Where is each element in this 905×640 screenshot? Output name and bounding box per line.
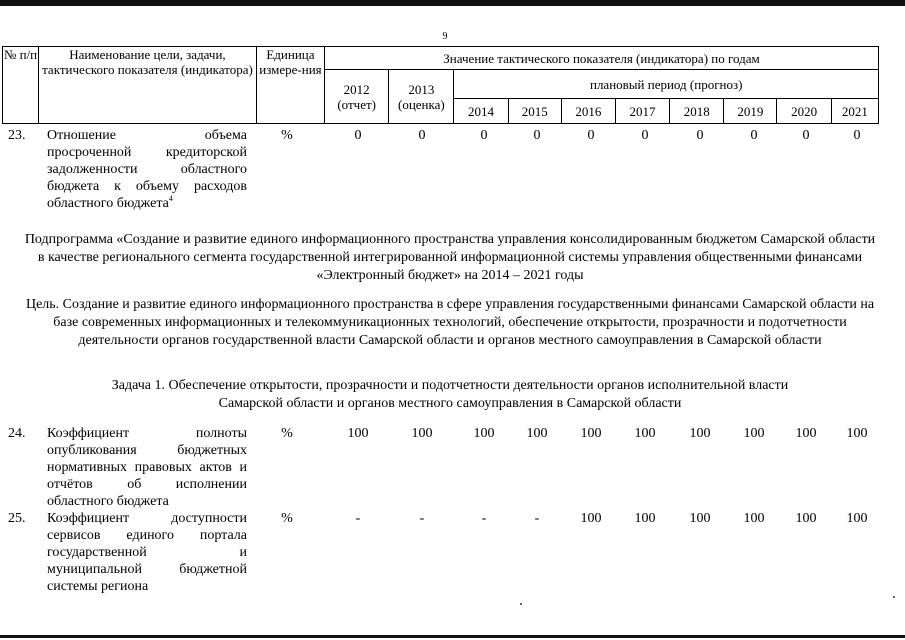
header-year-2013: 2013 (оценка) [389, 70, 454, 124]
value-2017: 100 [634, 511, 656, 526]
value-2018: 100 [689, 511, 711, 526]
bottom-border [0, 635, 905, 638]
header-year-2021: 2021 [831, 99, 878, 124]
row-number: 24. [8, 426, 26, 441]
header-col-unit: Единица измере-ния [256, 47, 324, 124]
scan-speck [520, 603, 522, 605]
header-year-2019: 2019 [724, 99, 777, 124]
footnote-mark: 4 [168, 194, 173, 203]
value-2015: - [534, 511, 540, 526]
indicator-name: Отношение объема просроченной кредиторской задолженности областного бюджета к объему расходов областного бюджета$^4$ [47, 128, 247, 211]
header-plan-period: плановый период (прогноз) [454, 70, 879, 99]
value-2014: 100 [473, 426, 495, 441]
page-number: 9 [442, 31, 448, 42]
value-2020: 100 [795, 426, 817, 441]
header-year-2018: 2018 [670, 99, 724, 124]
value-2016: 0 [587, 128, 595, 143]
value-2021: 100 [846, 511, 868, 526]
header-year-2014: 2014 [454, 99, 508, 124]
task-text: Задача 1. Обеспечение открытости, прозрачности и подотчетности деятельности органов исполнительной власти Самарской области и органов местного самоуправления в Самарской области [111, 378, 789, 411]
unit: % [281, 426, 293, 441]
value-2015: 0 [533, 128, 541, 143]
scan-speck [893, 596, 895, 598]
value-2019: 100 [743, 511, 765, 526]
header-col-values: Значение тактического показателя (индикатора) по годам [325, 47, 879, 70]
value-2012: 0 [354, 128, 362, 143]
value-2018: 0 [696, 128, 704, 143]
value-2012: 100 [347, 426, 369, 441]
header-year-2017: 2017 [615, 99, 669, 124]
value-2021: 0 [853, 128, 861, 143]
value-2019: 100 [743, 426, 765, 441]
top-border [0, 0, 905, 6]
value-2016: 100 [580, 511, 602, 526]
row-number: 23. [8, 128, 26, 143]
value-2014: - [481, 511, 487, 526]
value-2017: 0 [641, 128, 649, 143]
value-2016: 100 [580, 426, 602, 441]
unit: % [281, 128, 293, 143]
unit: % [281, 511, 293, 526]
header-col-number: № п/п [3, 47, 39, 124]
header-col-name: Наименование цели, задачи, тактического показателя (индикатора) [39, 47, 257, 124]
value-2018: 100 [689, 426, 711, 441]
value-2020: 0 [802, 128, 810, 143]
value-2015: 100 [526, 426, 548, 441]
value-2012: - [355, 511, 361, 526]
indicator-name: Коэффициент доступности сервисов единого портала государственной и муниципальной бюджетной системы региона [47, 511, 247, 594]
value-2020: 100 [795, 511, 817, 526]
indicator-table-header [2, 46, 879, 124]
value-2017: 100 [634, 426, 656, 441]
goal-text: Цель. Создание и развитие единого информационного пространства в сфере управления государственными финансами Самарской области на базе современных информационных и телекоммуникационных технологий, обеспечение открытости, прозрачности и подотчетности деятельности органов государственной власти Самарской области и органов местного самоуправления в Самарской области [25, 297, 875, 348]
row-number: 25. [8, 511, 26, 526]
header-year-2016: 2016 [561, 99, 615, 124]
value-2013: - [419, 511, 425, 526]
value-2019: 0 [750, 128, 758, 143]
value-2014: 0 [480, 128, 488, 143]
value-2021: 100 [846, 426, 868, 441]
header-year-2020: 2020 [777, 99, 831, 124]
subprogram-title: Подпрограмма «Создание и развитие единого информационного пространства управления консолидированным бюджетом Самарской области в качестве регионального сегмента государственной интегрированной информационной системы управления общественными финансами «Электронный бюджет» на 2014 – 2021 годы [24, 232, 876, 283]
header-year-2015: 2015 [508, 99, 561, 124]
header-year-2012: 2012 (отчет) [325, 70, 389, 124]
value-2013: 0 [418, 128, 426, 143]
indicator-name: Коэффициент полноты опубликования бюджетных нормативных правовых актов и отчётов об исполнении областного бюджета [47, 426, 247, 509]
value-2013: 100 [411, 426, 433, 441]
